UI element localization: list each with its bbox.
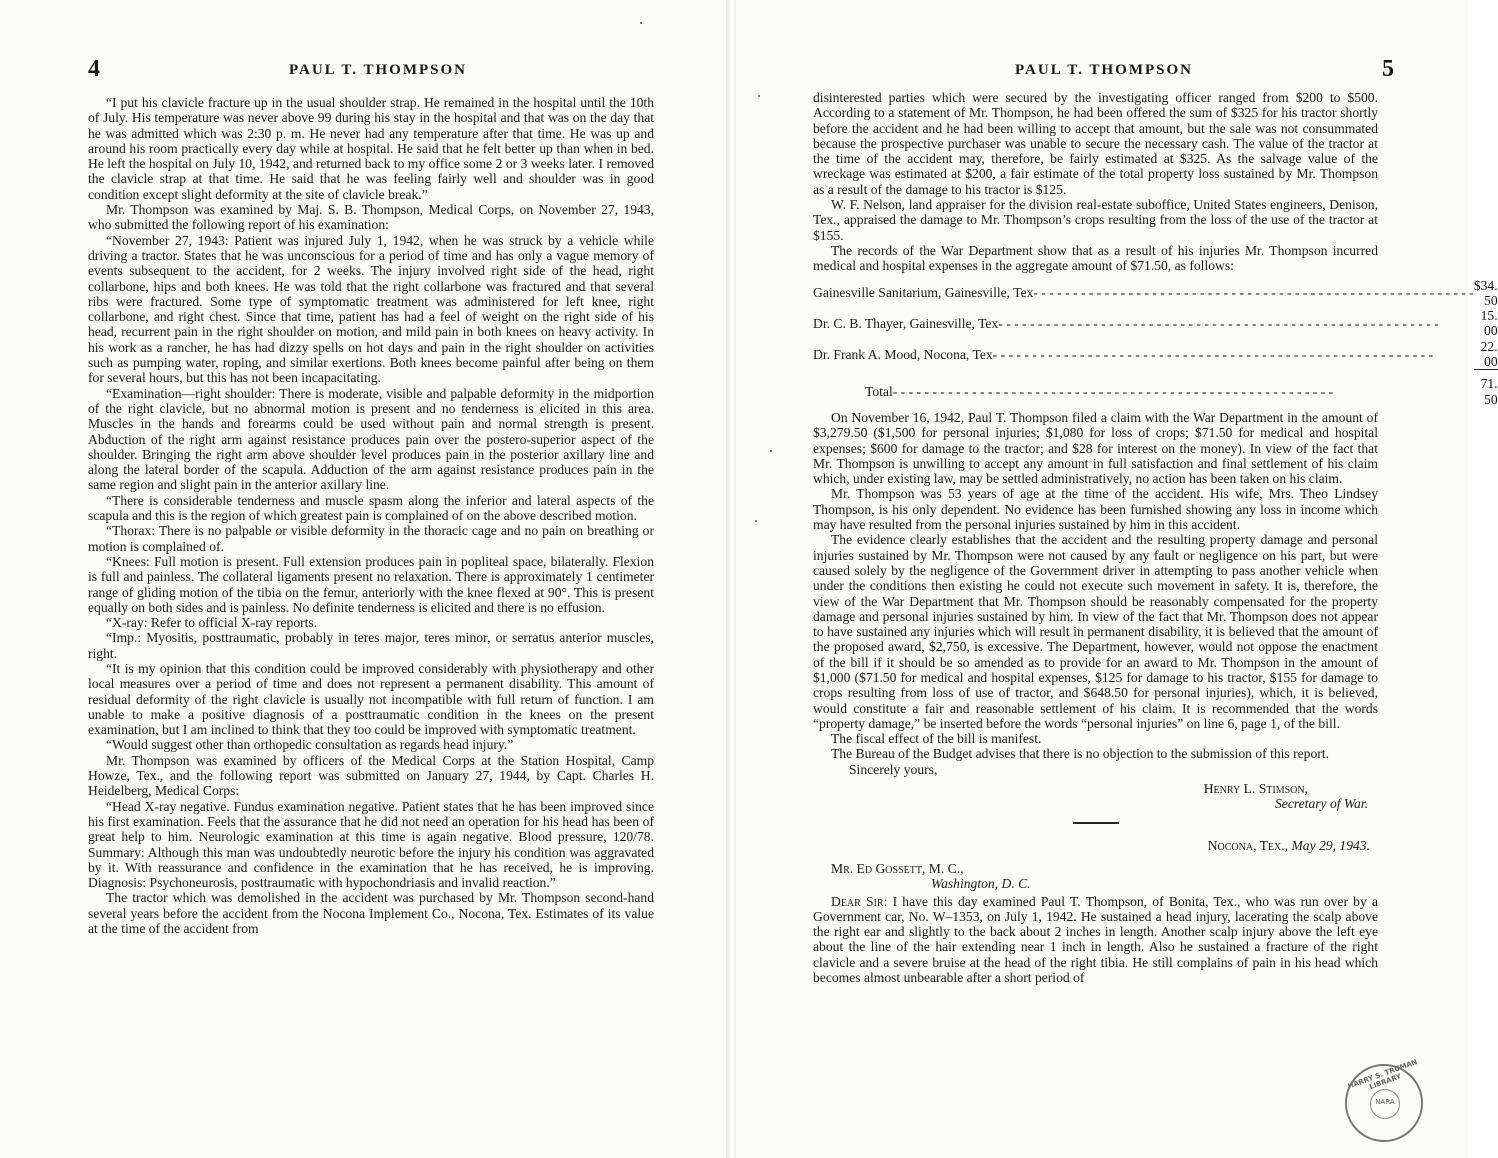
expenses-table [813,278,1498,407]
right-page-running-title: PAUL T. THOMPSON [1015,62,1193,78]
paragraph: “November 27, 1943: Patient was injured July 1, 1942, when he was struck by a vehicle while driving a tractor. States that he was unconscious for a period of time and has only a vague memory of events subsequent to the accident, for 2 weeks. The injury involved right side of the head, right collarbone, hips and both knees. He was told that the right collarbone was fractured and that several ribs were fractured. Some type of symptomatic treatment was administered for left knee, right collarbone, and right chest. Since that time, patient has had a feel of weight on the right side of his head, recurrent pain in the right shoulder on motion, and mild pain in both knees on heavy activity. In his work as a rancher, he has had dizzy spells on hot days and pain in the right shoulder on activities such as pumping water, roping, and similar exertions. Both knees become painful after being on them for several hours, but this has not been incapacitating. [88,232,654,386]
stamp-ring-text: HARRY S. TRUMAN LIBRARY [1346,1057,1419,1092]
scan-speck [770,450,772,452]
expense-amount: $34. 50 [1473,277,1498,308]
section-divider [1073,822,1119,824]
expense-amount: 22. 00 [1480,338,1498,370]
total-label: Total - - - [813,376,1474,407]
paragraph: The evidence clearly establishes that the accident and the resulting property damage and personal injuries sustained by Mr. Thompson were not caused by any fault or negligence on his part, but were caused solely by the negligence of the Government driver in attempting to pass another vehicle when under the conditions then existing he could not execute such movement in safety. It is, therefore, the view of the War Department that Mr. Thompson should be reasonably compensated for the property damage and personal injuries sustained by him. In view of the fact that Mr. Thompson does not appear to have sustained any injuries which will result in permanent disability, it is believed that the amount of the proposed award, $2,750, is excessive. The Department, however, would not oppose the enactment of the bill if it should be so amended as to provide for an award to Mr. Thompson in the amount of $1,000 ($71.50 for medical and hospital expenses, $125 for damage to his tractor, $155 for damage to crops resulting from loss of use of tractor, and $648.50 for personal injuries), which, it is believed, would constitute a fair and reasonable settlement of his claim. It is recommended that the words “property damage,” be inserted before the words “personal injuries” on line 6, page 1, of the bill. [813,532,1378,731]
scan-speck [758,95,760,97]
left-page-number: 4 [88,56,100,82]
signer-name: Henry L. Stimson, [1203,781,1308,797]
letter-addressee: Mr. Ed Gossett, M. C., [831,860,964,876]
total-amount: 71. 50 [1480,376,1498,407]
paragraph: Mr. Thompson was examined by officers of the Medical Corps at the Station Hospital, Camp Howze, Tex., and the following report was submitted on January 27, 1944, by Capt. Charles H. Heidelberg, Medical Corps: [88,752,654,799]
paragraph: “Examination—right shoulder: There is moderate, visible and palpable deformity in the midportion of the right clavicle, but no abnormal motion is present and no tenderness is elicited in this area. Muscles in the hands and forearms could be used without pain and normal strength is present. Abduction of the right arm against resistance produces pain over the postero-superior aspect of the shoulder. Bringing the right arm above shoulder level produces pain in the posterior axillary line and along the lateral border of the scapula. Adduction of the arm against resistance produces pain in the same region and slight pain in the anterior axillary line. [88,385,654,493]
paragraph: “I put his clavicle fracture up in the usual shoulder strap. He remained in the hospital until the 10th of July. His temperature was never above 99 during his stay in the hospital and that was on the day that he was admitted which was 2:30 p. m. He never had any temperature after that time. He was up and around his room practically every day while at hospital. He said that he felt better up than when in bed. He left the hospital on July 10, 1942, and returned back to my office some 2 or 3 weeks later. I removed the clavicle strap at that time. He said that he was feeling fairly well and shoulder was in good condition except slight deformity at the site of clavicle break.” [88,95,654,202]
letter-address-city: Washington, D. C. [931,876,1031,892]
paragraph: “Would suggest other than orthopedic consultation as regards head injury.” [106,737,514,753]
paragraph: W. F. Nelson, land appraiser for the division real-estate suboffice, United States engineers, Denison, Tex., appraised the damage to Mr. Thompson’s crops resulting from the loss of the use of the tractor at $155. [813,197,1378,243]
paragraph: On November 16, 1942, Paul T. Thompson filed a claim with the War Department in the amount of $3,279.50 ($1,500 for personal injuries; $1,080 for loss of crops; $71.50 for medical and hospital expenses; $600 for damage to the tractor; and $28 for interest on the money). In view of the fact that Mr. Thompson is unwilling to accept any amount in full satisfaction and final settlement of his claim which, under existing law, may be settled administratively, no action has been taken on his claim. [813,409,1378,487]
paragraph: “Imp.: Myositis, posttraumatic, probably in teres major, teres minor, or serratus anterior muscles, right. [88,630,654,661]
total-row [813,376,1498,407]
letter-salutation: Dear Sir: [831,893,888,909]
expense-payee: Dr. C. B. Thayer, Gainesville, Tex - - - [813,308,1474,339]
paragraph: “Thorax: There is no palpable or visible deformity in the thoracic cage and no pain on breathing or motion is complained of. [88,523,654,554]
right-page [736,0,1498,1158]
paragraph: Mr. Thompson was examined by Maj. S. B. Thompson, Medical Corps, on November 27, 1943, who submitted the following report of his examination: [88,202,654,233]
expense-payee: Dr. Frank A. Mood, Nocona, Tex - - - [813,339,1474,370]
table-row [813,339,1498,370]
letter-date: May 29, 1943. [1291,837,1370,853]
right-page-number: 5 [1382,56,1394,82]
right-page-body [813,90,1498,986]
signer-title: Secretary of War. [1274,796,1368,812]
paragraph: Mr. Thompson was 53 years of age at the time of the accident. His wife, Mrs. Theo Lindsey Thompson, is his only dependent. No evidence has been furnished showing any loss in income which may have resulted from the personal injuries sustained by him in this accident. [813,486,1378,533]
paragraph: “Head X-ray negative. Fundus examination negative. Patient states that he has been improved since his first examination. Feels that the assurance that he did not need an operation for his head has been of great help to him. Neurologic examination at this time is again negative. Blood pressure, 120/78. Summary: Although this man was undoubtedly neurotic before the injury his condition was aggravated by it. With reassurance and confidence in the examination that he has received, he is improving. Diagnosis: Psychoneurosis, posttraumatic with hypochondriasis and invalid reaction.” [88,798,654,891]
signature-block [813,781,1378,812]
right-page-header [814,56,1394,84]
letter-body-text: I have this day examined Paul T. Thompson, of Bonita, Tex., who was run over by a Government car, No. W–1353, on July 1, 1942. He sustained a head injury, lacerating the scalp above the right ear and slightly to the back about 2 inches in length. Another scalp injury above the left eye about the line of the hair extending near 1 inch in length. Also he sustained a fracture of the right clavicle and a severe bruise at the head of the right tibia. He still complains of pain in his head which becomes almost unbearable after a short period of [813,893,1378,986]
letter-dateline [813,838,1378,853]
stamp-label: NARA [1375,1098,1395,1106]
closing: Sincerely yours, [849,761,938,777]
left-page-running-title: PAUL T. THOMPSON [289,62,467,78]
table-row [813,278,1498,309]
paragraph: “X-ray: Refer to official X-ray reports. [106,615,318,631]
scan-speck [640,22,642,24]
left-page-body [88,95,654,936]
paragraph: disinterested parties which were secured by the investigating officer ranged from $200 to $500. According to a statement of Mr. Thompson, he had been offered the sum of $325 for his tractor shortly before the accident and he had been willing to accept that amount, but the sale was not consummated because the prospective purchaser was unable to secure the necessary cash. The value of the tractor at the time of the accident may, therefore, be fairly estimated at $325. As the salvage value of the wreckage was estimated at $200, a fair estimate of the total property loss sustained by Mr. Thompson as a result of the damage to his tractor is $125. [813,90,1378,197]
table-row [813,308,1498,339]
paragraph: The Bureau of the Budget advises that there is no objection to the submission of this report. [831,746,1329,762]
paragraph: The fiscal effect of the bill is manifest. [831,731,1042,747]
letter-body [813,894,1378,986]
letter-place: Nocona, Tex., [1207,837,1289,853]
library-stamp [1345,1057,1423,1142]
expense-amount: 15. 00 [1480,308,1498,339]
expense-payee: Gainesville Sanitarium, Gainesville, Tex - - - [813,278,1474,309]
paragraph: The records of the War Department show that as a result of his injuries Mr. Thompson incurred medical and hospital expenses in the aggregate amount of $71.50, as follows: [813,242,1378,274]
paragraph: “Knees: Full motion is present. Full extension produces pain in popliteal space, bilaterally. Flexion is full and painless. The collateral ligaments present no relaxation. There is approximately 1 centimeter range of gliding motion of the tibia on the femur, anteriorly with the knee flexed at 90°. This is present equally on both sides and is painless. No definite tenderness is elicited and there is no effusion. [88,553,654,615]
left-page-header [88,56,668,84]
scan-speck [755,520,757,522]
paragraph: The tractor which was demolished in the accident was purchased by Mr. Thompson second-hand several years before the accident from the Nocona Implement Co., Nocona, Tex. Estimates of its value at the time of the accident from [88,890,654,937]
paragraph: “It is my opinion that this condition could be improved considerably with physiotherapy and other local measures over a period of time and does not represent a permanent disability. This amount of residual deformity of the right clavicle is usually not incompatible with full return of function. I am unable to make a positive diagnosis of a posttraumatic condition in the knees on the present examination, but I am inclined to think that they too could be improved with symptomatic treatment. [88,660,654,738]
paragraph: “There is considerable tenderness and muscle spasm along the inferior and lateral aspects of the scapula and this is the region of which greatest pain is complained of on the above described motion. [88,492,654,524]
left-page [0,0,728,1158]
